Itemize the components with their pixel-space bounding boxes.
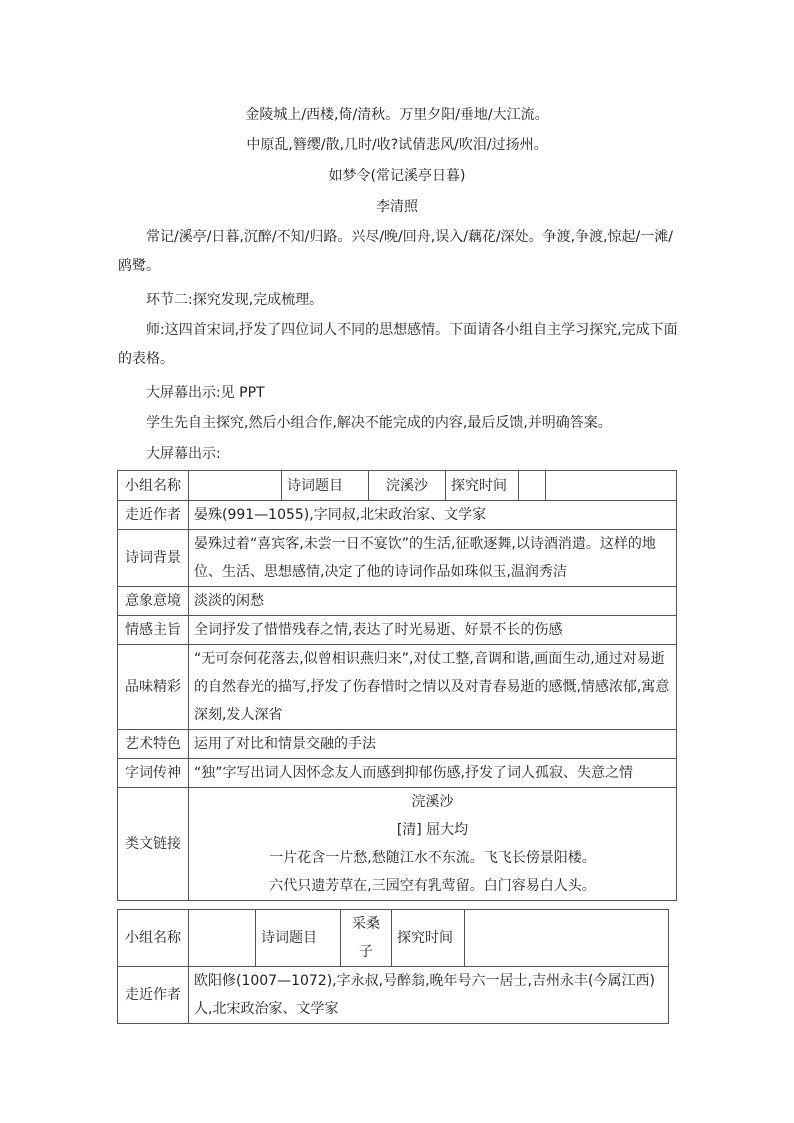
screen-display-1: 大屏幕出示:见 PPT — [146, 385, 265, 401]
screen-display-2: 大屏幕出示: — [146, 446, 221, 462]
header-row — [189, 471, 677, 501]
label-group-name-2: 小组名称 — [118, 910, 189, 967]
label-poem-title: 诗词题目 — [282, 471, 369, 500]
label-appreciation: 品味精彩 — [118, 645, 189, 730]
art-value: 运用了对比和情景交融的手法 — [189, 730, 677, 759]
study-table-2 — [117, 909, 669, 1024]
label-time: 探究时间 — [446, 471, 519, 500]
label-poem-title-2: 诗词题目 — [256, 910, 341, 966]
label-group-name: 小组名称 — [118, 471, 189, 501]
label-link: 类文链接 — [118, 788, 189, 901]
poem-title-value-2: 采桑子 — [341, 910, 392, 966]
link-author: [清] 屈大均 — [396, 822, 469, 838]
label-word: 字词传神 — [118, 759, 189, 788]
label-author-2: 走近作者 — [118, 967, 189, 1024]
link-line-1: 一片花含一片愁,愁随江水不东流。飞飞长傍景阳楼。 — [269, 850, 596, 866]
label-imagery: 意象意境 — [118, 587, 189, 616]
teacher-instruction: 师:这四首宋词,抒发了四位词人不同的思想感情。下面请各小组自主学习探究,完成下面的表格。 — [118, 322, 678, 367]
poem1-line-1: 金陵城上/西楼,倚/清秋。万里夕阳/垂地/大江流。 — [245, 107, 549, 123]
header-row-2 — [189, 910, 669, 967]
poem1-line-2: 中原乱,簪缨/散,几时/收?试倩悲风/吹泪/过扬州。 — [246, 137, 548, 153]
group-name-value — [189, 471, 282, 500]
link-poem — [189, 788, 677, 901]
author-value-2: 欧阳修(1007—1072),字永叔,号醉翁,晚年号六一居士,吉州永丰(今属江西)人,北宋政治家、文学家 — [189, 967, 669, 1024]
poem2-body: 常记/溪亭/日暮,沉醉/不知/归路。兴尽/晚/回舟,误入/藕花/深处。争渡,争渡,惊起/一滩/鸥鹭。 — [118, 229, 673, 274]
background-value: 晏殊过着“喜宾客,未尝一日不宴饮”的生活,征歌逐舞,以诗酒消遣。这样的地位、生活、思想感情,决定了他的诗词作品如珠似玉,温润秀洁 — [189, 530, 677, 587]
poem-title-value: 浣溪沙 — [369, 471, 446, 500]
time-value-2 — [465, 910, 669, 966]
link-title: 浣溪沙 — [411, 794, 454, 810]
imagery-value: 淡淡的闲愁 — [189, 587, 677, 616]
word-value: “独”字写出词人因怀念友人而感到抑郁伤感,抒发了词人孤寂、失意之情 — [189, 759, 677, 788]
label-author: 走近作者 — [118, 501, 189, 530]
label-time-2: 探究时间 — [392, 910, 465, 966]
label-background: 诗词背景 — [118, 530, 189, 587]
poem2-title: 如梦令(常记溪亭日暮) — [328, 168, 466, 184]
student-activity: 学生先自主探究,然后小组合作,解决不能完成的内容,最后反馈,并明确答案。 — [146, 415, 612, 431]
author-value: 晏殊(991—1055),字同叔,北宋政治家、文学家 — [189, 501, 677, 530]
emotion-value: 全词抒发了惜惜残春之情,表达了时光易逝、好景不长的伤感 — [189, 616, 677, 645]
step-two: 环节二:探究发现,完成梳理。 — [146, 292, 324, 308]
study-table-1 — [117, 470, 677, 901]
blank-cell — [546, 471, 677, 500]
time-value — [519, 471, 546, 500]
poem2-author: 李清照 — [376, 199, 418, 215]
link-line-2: 六代只遗芳草在,三园空有乳莺留。白门容易白人头。 — [269, 878, 596, 894]
label-art: 艺术特色 — [118, 730, 189, 759]
appreciation-value: “无可奈何花落去,似曾相识燕归来”,对仗工整,音调和谐,画面生动,通过对易逝的自然春光的描写,抒发了伤春惜时之情以及对青春易逝的感慨,情感浓郁,寓意深刻,发人深省 — [189, 645, 677, 730]
label-emotion: 情感主旨 — [118, 616, 189, 645]
group-name-value-2 — [189, 910, 256, 966]
